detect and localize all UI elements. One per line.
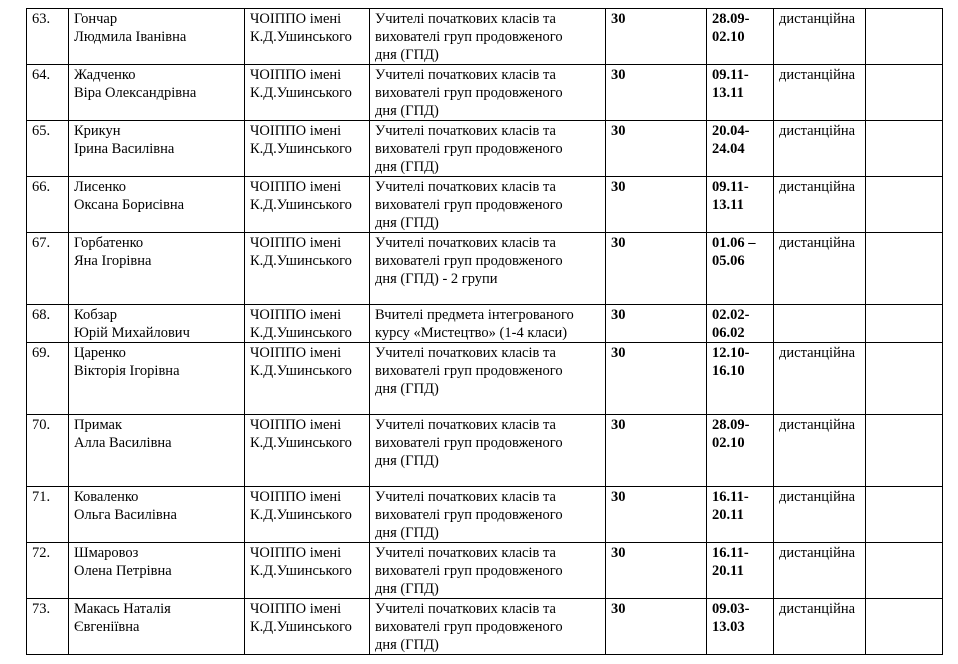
course-audience: Учителі початкових класів та вихователі груп продовженого дня (ГПД) - 2 групи [370, 233, 606, 305]
table-row [27, 177, 943, 233]
course-audience: Учителі початкових класів та вихователі груп продовженого дня (ГПД) [370, 121, 606, 177]
course-dates: 16.11- 20.11 [707, 487, 774, 543]
note-cell [866, 121, 943, 177]
institution: ЧОІППО імені К.Д.Ушинського [245, 65, 370, 121]
table-row [27, 487, 943, 543]
institution: ЧОІППО імені К.Д.Ушинського [245, 233, 370, 305]
course-dates: 16.11- 20.11 [707, 543, 774, 599]
note-cell [866, 9, 943, 65]
course-hours: 30 [606, 65, 707, 121]
course-hours: 30 [606, 415, 707, 487]
teacher-name: Шмаровоз Олена Петрівна [69, 543, 245, 599]
course-audience: Учителі початкових класів та вихователі груп продовженого дня (ГПД) [370, 65, 606, 121]
study-form: дистанційна [774, 65, 866, 121]
course-hours: 30 [606, 305, 707, 343]
note-cell [866, 177, 943, 233]
table-row [27, 343, 943, 415]
note-cell [866, 415, 943, 487]
course-hours: 30 [606, 487, 707, 543]
course-audience: Вчителі предмета інтегрованого курсу «Мистецтво» (1-4 класи) [370, 305, 606, 343]
institution: ЧОІППО імені К.Д.Ушинського [245, 121, 370, 177]
study-form: дистанційна [774, 599, 866, 655]
row-number: 67. [27, 233, 69, 305]
course-dates: 02.02- 06.02 [707, 305, 774, 343]
row-number: 73. [27, 599, 69, 655]
study-form: дистанційна [774, 343, 866, 415]
teacher-name: Кобзар Юрій Михайлович [69, 305, 245, 343]
course-audience: Учителі початкових класів та вихователі груп продовженого дня (ГПД) [370, 177, 606, 233]
teacher-name: Крикун Ірина Василівна [69, 121, 245, 177]
table-body [27, 9, 943, 655]
institution: ЧОІППО імені К.Д.Ушинського [245, 343, 370, 415]
course-hours: 30 [606, 177, 707, 233]
study-form: дистанційна [774, 415, 866, 487]
course-dates: 09.03- 13.03 [707, 599, 774, 655]
table-row [27, 65, 943, 121]
teacher-name: Лисенко Оксана Борисівна [69, 177, 245, 233]
note-cell [866, 543, 943, 599]
row-number: 72. [27, 543, 69, 599]
row-number: 66. [27, 177, 69, 233]
institution: ЧОІППО імені К.Д.Ушинського [245, 415, 370, 487]
course-audience: Учителі початкових класів та вихователі груп продовженого дня (ГПД) [370, 9, 606, 65]
study-form: дистанційна [774, 543, 866, 599]
table-row [27, 305, 943, 343]
teacher-name: Царенко Вікторія Ігорівна [69, 343, 245, 415]
study-form [774, 305, 866, 343]
row-number: 68. [27, 305, 69, 343]
course-audience: Учителі початкових класів та вихователі груп продовженого дня (ГПД) [370, 487, 606, 543]
study-form: дистанційна [774, 121, 866, 177]
note-cell [866, 233, 943, 305]
institution: ЧОІППО імені К.Д.Ушинського [245, 599, 370, 655]
note-cell [866, 305, 943, 343]
row-number: 69. [27, 343, 69, 415]
course-dates: 09.11- 13.11 [707, 65, 774, 121]
institution: ЧОІППО імені К.Д.Ушинського [245, 305, 370, 343]
institution: ЧОІППО імені К.Д.Ушинського [245, 9, 370, 65]
course-dates: 28.09- 02.10 [707, 415, 774, 487]
course-audience: Учителі початкових класів та вихователі груп продовженого дня (ГПД) [370, 415, 606, 487]
course-dates: 01.06 – 05.06 [707, 233, 774, 305]
row-number: 65. [27, 121, 69, 177]
course-dates: 12.10- 16.10 [707, 343, 774, 415]
course-hours: 30 [606, 121, 707, 177]
teacher-name: Коваленко Ольга Василівна [69, 487, 245, 543]
course-audience: Учителі початкових класів та вихователі груп продовженого дня (ГПД) [370, 343, 606, 415]
row-number: 71. [27, 487, 69, 543]
table-row [27, 233, 943, 305]
study-form: дистанційна [774, 487, 866, 543]
note-cell [866, 599, 943, 655]
note-cell [866, 65, 943, 121]
teacher-name: Гончар Людмила Іванівна [69, 9, 245, 65]
note-cell [866, 343, 943, 415]
course-audience: Учителі початкових класів та вихователі груп продовженого дня (ГПД) [370, 543, 606, 599]
table-row [27, 543, 943, 599]
row-number: 70. [27, 415, 69, 487]
course-hours: 30 [606, 233, 707, 305]
course-hours: 30 [606, 543, 707, 599]
course-audience: Учителі початкових класів та вихователі груп продовженого дня (ГПД) [370, 599, 606, 655]
institution: ЧОІППО імені К.Д.Ушинського [245, 487, 370, 543]
study-form: дистанційна [774, 177, 866, 233]
course-hours: 30 [606, 9, 707, 65]
course-hours: 30 [606, 599, 707, 655]
table-row [27, 121, 943, 177]
table-row [27, 415, 943, 487]
teacher-name: Горбатенко Яна Ігорівна [69, 233, 245, 305]
course-table [26, 8, 943, 655]
course-dates: 28.09- 02.10 [707, 9, 774, 65]
row-number: 64. [27, 65, 69, 121]
table-row [27, 599, 943, 655]
note-cell [866, 487, 943, 543]
institution: ЧОІППО імені К.Д.Ушинського [245, 177, 370, 233]
study-form: дистанційна [774, 9, 866, 65]
course-dates: 09.11- 13.11 [707, 177, 774, 233]
teacher-name: Макась Наталія Євгеніївна [69, 599, 245, 655]
course-dates: 20.04- 24.04 [707, 121, 774, 177]
course-hours: 30 [606, 343, 707, 415]
table-row [27, 9, 943, 65]
institution: ЧОІППО імені К.Д.Ушинського [245, 543, 370, 599]
teacher-name: Примак Алла Василівна [69, 415, 245, 487]
teacher-name: Жадченко Віра Олександрівна [69, 65, 245, 121]
study-form: дистанційна [774, 233, 866, 305]
row-number: 63. [27, 9, 69, 65]
